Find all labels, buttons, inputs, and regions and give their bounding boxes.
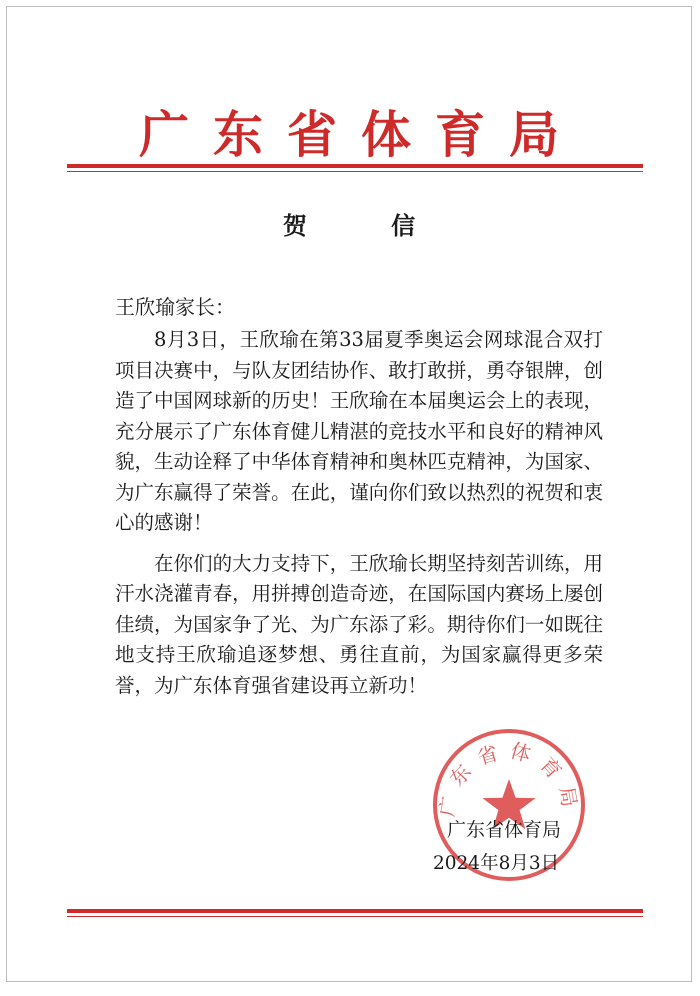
letterhead-divider [67,164,643,172]
footer-divider [67,909,643,917]
letter-page [6,6,692,982]
body-paragraph-1: 8月3日，王欣瑜在第33届夏季奥运会网球混合双打项目决赛中，与队友团结协作、敢打敢拼，勇夺银牌，创造了中国网球新的历史！王欣瑜在本届奥运会上的表现，充分展示了广东体育健儿精湛的竞技水平和良好的精神风貌，生动诠释了中华体育精神和奥林匹克精神，为国家、为广东赢得了荣誉。在此，谨向你们致以热烈的祝贺和衷心的感谢！ [115,328,603,534]
body-paragraph-2: 在你们的大力支持下，王欣瑜长期坚持刻苦训练，用汗水浇灌青春，用拼搏创造奇迹，在国际国内赛场上屡创佳绩，为国家争了光、为广东添了彩。期待你们一如既往地支持王欣瑜追逐梦想、勇往直前，为国家赢得更多荣誉，为广东体育强省建设再立新功！ [115,551,603,697]
letter-date: 2024年8月3日 [433,853,560,874]
letter-body [115,325,603,711]
org-letterhead-title: 广东省体育局 [139,105,583,164]
letter-title: 贺 信 [282,211,454,240]
salutation: 王欣瑜家长： [115,295,235,319]
signer: 广东省体育局 [447,819,562,841]
seal-text: 广东省体育局 [434,738,584,819]
